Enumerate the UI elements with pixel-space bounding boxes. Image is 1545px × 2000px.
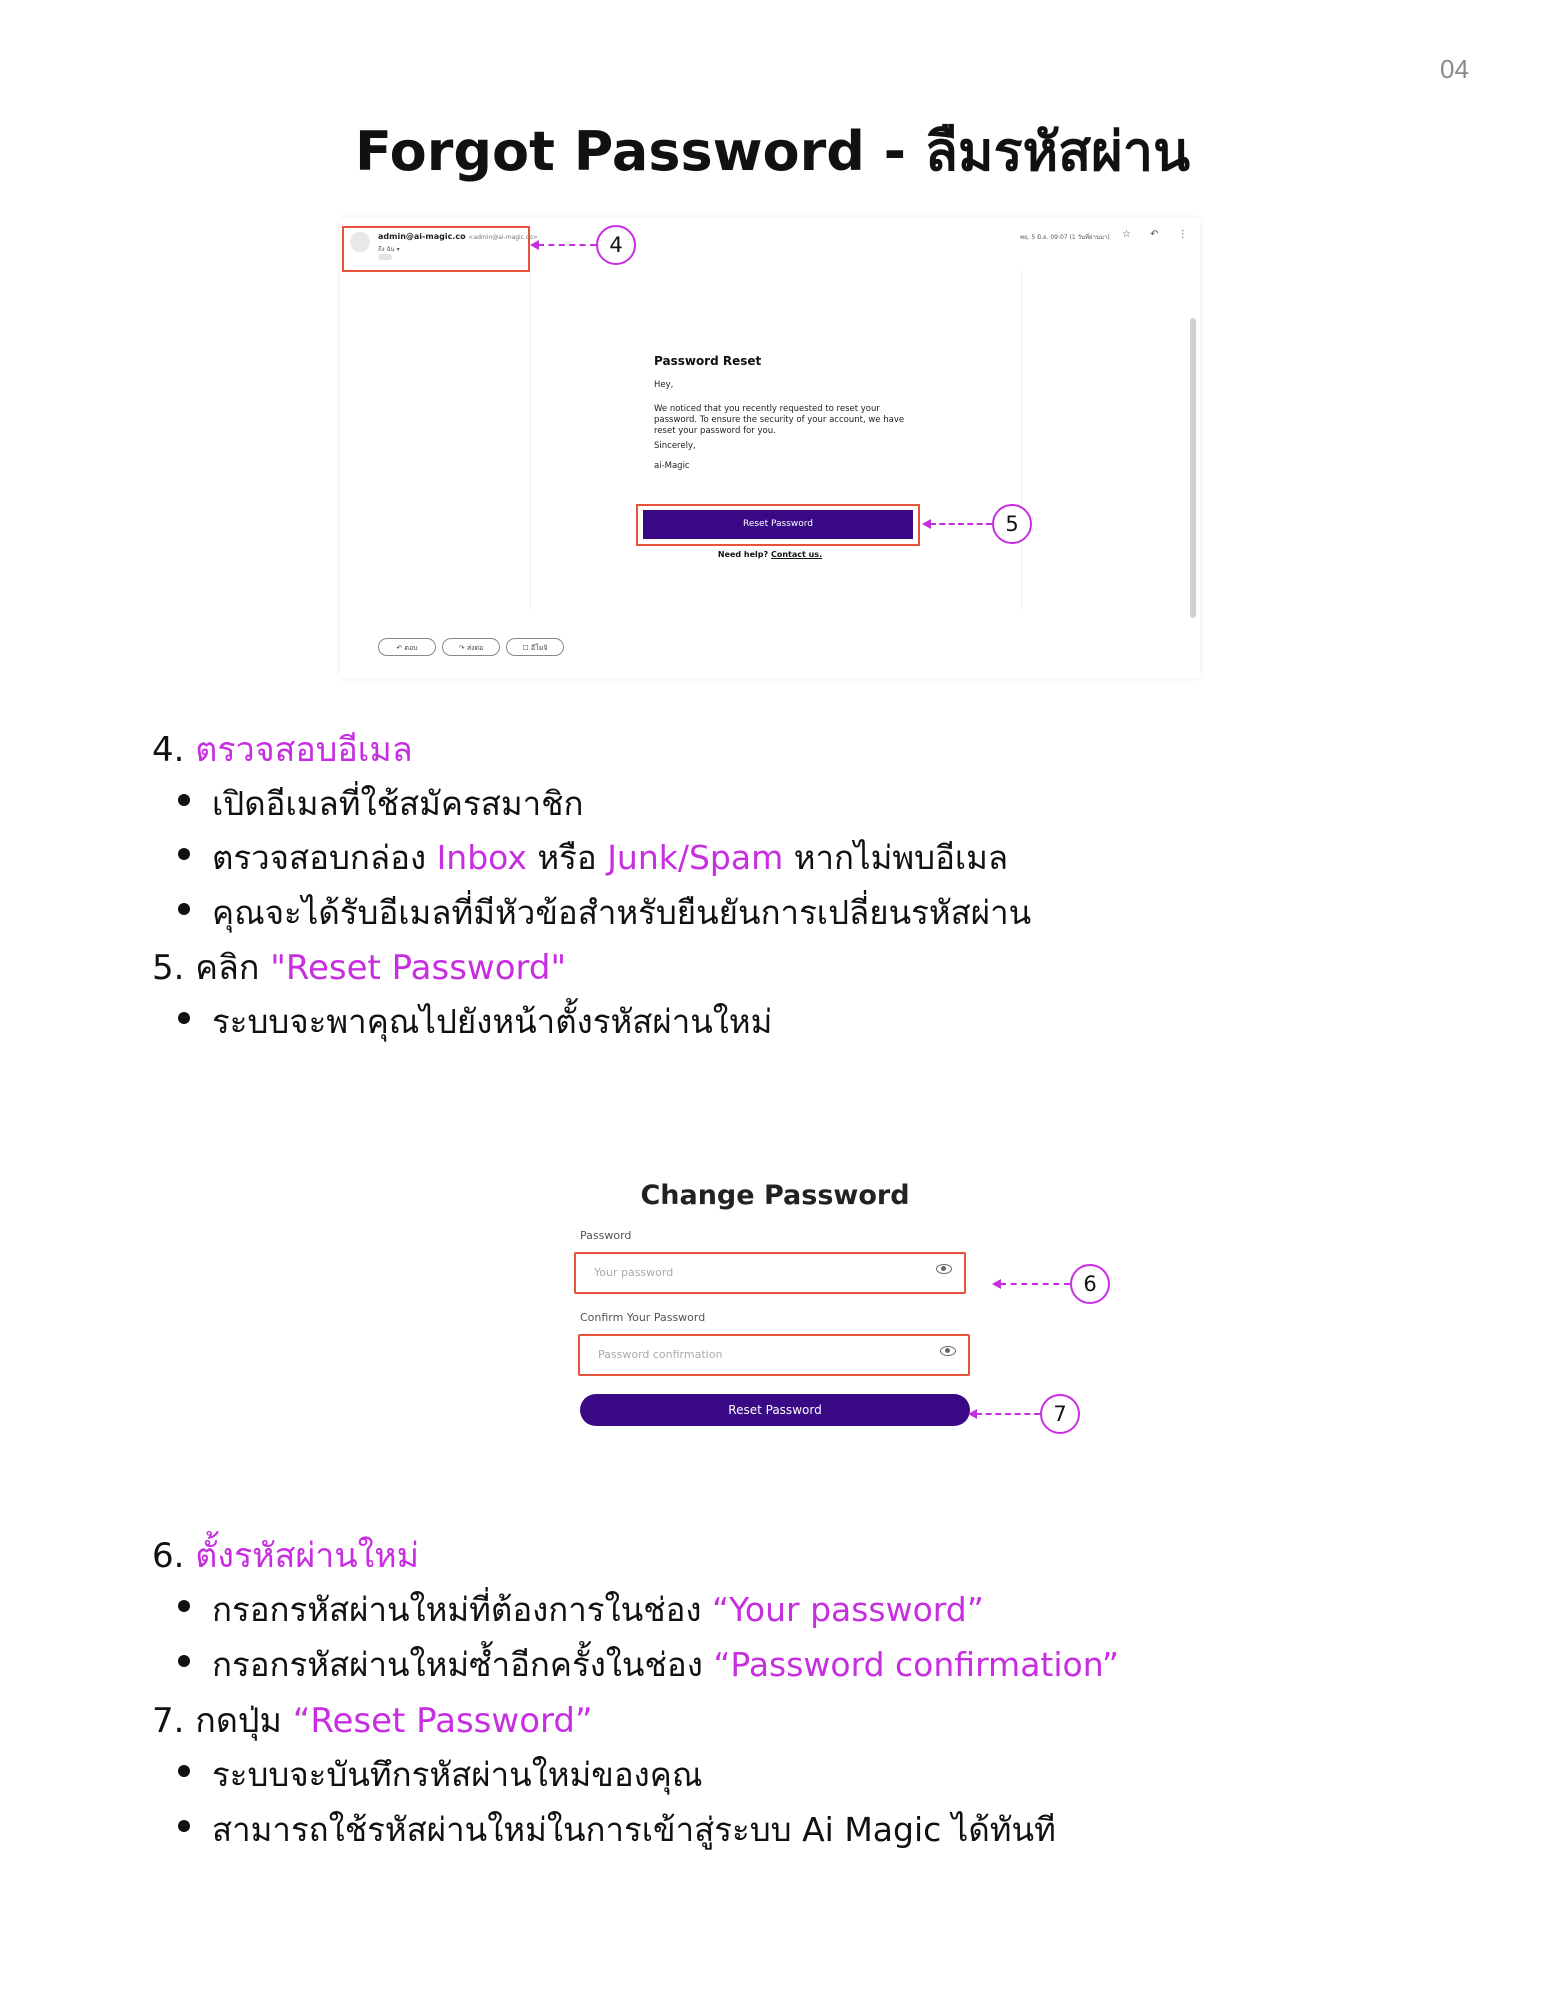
bullet-text: กรอกรหัสผ่านใหม่ที่ต้องการในช่อง [212, 1590, 702, 1629]
step-4-bullet-1 [212, 777, 584, 830]
step-7-bullet-2 [212, 1803, 1056, 1856]
email-signature: ai-Magic [654, 461, 690, 471]
password-label: Password [580, 1229, 632, 1242]
confirm-password-label: Confirm Your Password [580, 1311, 706, 1324]
email-screenshot [340, 218, 1200, 678]
inbox-highlight: Inbox [436, 838, 527, 877]
callout-4: 4 [596, 225, 636, 265]
bullet-text: ตรวจสอบกล่อง [212, 838, 427, 877]
password-input[interactable] [574, 1252, 966, 1294]
bullet-text: คุณจะได้รับอีเมลที่มีหัวข้อสำหรับยืนยันการเปลี่ยนรหัสผ่าน [212, 893, 1032, 932]
step-6-heading [152, 1528, 419, 1582]
email-body-frame [530, 270, 1022, 610]
callout-5: 5 [992, 504, 1032, 544]
bullet-text: ระบบจะบันทึกรหัสผ่านใหม่ของคุณ [212, 1755, 703, 1794]
recipient[interactable]: ถึง ฉัน ▾ [378, 246, 400, 253]
sender-name [378, 232, 538, 241]
step-6-bullet-2 [212, 1638, 1119, 1691]
email-heading: Password Reset [654, 354, 762, 368]
password-placeholder: Your password [594, 1266, 674, 1279]
bullet-text: กรอกรหัสผ่านใหม่ซ้ำอีกครั้งในช่อง [212, 1645, 703, 1684]
step-4-heading [152, 722, 413, 776]
callout-7-line [976, 1413, 1040, 1415]
step-5-highlight: "Reset Password" [270, 948, 567, 988]
bullet-text: หรือ [537, 838, 597, 877]
email-closing: Sincerely, [654, 441, 696, 451]
eye-icon[interactable] [936, 1264, 952, 1274]
step-7-highlight: “Reset Password” [292, 1701, 593, 1741]
bullet-dot [178, 903, 190, 915]
step-5-bullet-1 [212, 995, 772, 1048]
scrollbar[interactable] [1190, 318, 1196, 618]
confirm-password-placeholder: Password confirmation [598, 1348, 723, 1361]
callout-4-line [538, 244, 596, 246]
password-confirmation-highlight: “Password confirmation” [713, 1645, 1119, 1684]
step-7-heading [152, 1693, 593, 1747]
bullet-text: เปิดอีเมลที่ใช้สมัครสมาชิก [212, 784, 584, 823]
callout-5-line [930, 523, 992, 525]
callout-6: 6 [1070, 1264, 1110, 1304]
header-actions-icon[interactable]: ☆ ↶ ⋮ [1122, 229, 1196, 240]
page-number: 04 [1440, 54, 1469, 84]
step-5-number: 5. [152, 948, 185, 988]
eye-icon[interactable] [940, 1346, 956, 1356]
bullet-dot [178, 794, 190, 806]
callout-7: 7 [1040, 1394, 1080, 1434]
step-4-bullet-3 [212, 886, 1031, 939]
reset-password-button[interactable]: Reset Password [580, 1394, 970, 1426]
bullet-dot [178, 1600, 190, 1612]
contact-us-link[interactable]: Contact us. [770, 550, 823, 559]
email-date: พฤ. 5 มิ.ย. 09:07 (1 วันที่ผ่านมา) [1020, 234, 1110, 241]
need-help [340, 550, 1200, 559]
step-7-text: กดปุ่ม [195, 1701, 282, 1741]
sender-email: admin@ai-magic.co [378, 232, 466, 241]
step-5-heading [152, 940, 566, 994]
page-title: Forgot Password - ลืมรหัสผ่าน [354, 120, 1191, 183]
bullet-text: สามารถใช้รหัสผ่านใหม่ในการเข้าสู่ระบบ Ai Magic ได้ทันที [212, 1810, 1056, 1849]
more-dots-icon[interactable] [378, 254, 392, 260]
need-help-text: Need help? [717, 550, 769, 559]
confirm-password-input[interactable] [578, 1334, 970, 1376]
email-reset-password-button[interactable]: Reset Password [643, 510, 913, 539]
sender-address: <admin@ai-magic.co> [468, 234, 538, 241]
step-4-bullet-2 [212, 831, 1008, 884]
step-4-title: ตรวจสอบอีเมล [195, 730, 413, 770]
step-6-number: 6. [152, 1536, 185, 1576]
step-6-bullet-1 [212, 1583, 984, 1636]
step-7-number: 7. [152, 1701, 185, 1741]
your-password-highlight: “Your password” [712, 1590, 984, 1629]
bullet-dot [178, 1765, 190, 1777]
callout-6-line [1000, 1283, 1070, 1285]
forward-button[interactable]: ↷ ส่งต่อ [442, 638, 500, 656]
reply-button[interactable]: ↶ ตอบ [378, 638, 436, 656]
bullet-text: หากไม่พบอีเมล [793, 838, 1009, 877]
step-4-number: 4. [152, 730, 185, 770]
bullet-dot [178, 1820, 190, 1832]
emoji-button[interactable]: ☐ อีโมจิ [506, 638, 564, 656]
step-6-title: ตั้งรหัสผ่านใหม่ [195, 1536, 420, 1576]
step-5-text: คลิก [195, 948, 260, 988]
bullet-dot [178, 1655, 190, 1667]
bullet-dot [178, 1012, 190, 1024]
bullet-dot [178, 848, 190, 860]
junk-spam-highlight: Junk/Spam [607, 838, 784, 877]
step-7-bullet-1 [212, 1748, 703, 1801]
change-password-title: Change Password [640, 1180, 910, 1211]
email-greeting: Hey, [654, 380, 674, 390]
email-body-text: We noticed that you recently requested to reset your password. To ensure the security of your account, we have reset your password for you. [654, 404, 905, 436]
bullet-text: ระบบจะพาคุณไปยังหน้าตั้งรหัสผ่านใหม่ [212, 1002, 773, 1041]
